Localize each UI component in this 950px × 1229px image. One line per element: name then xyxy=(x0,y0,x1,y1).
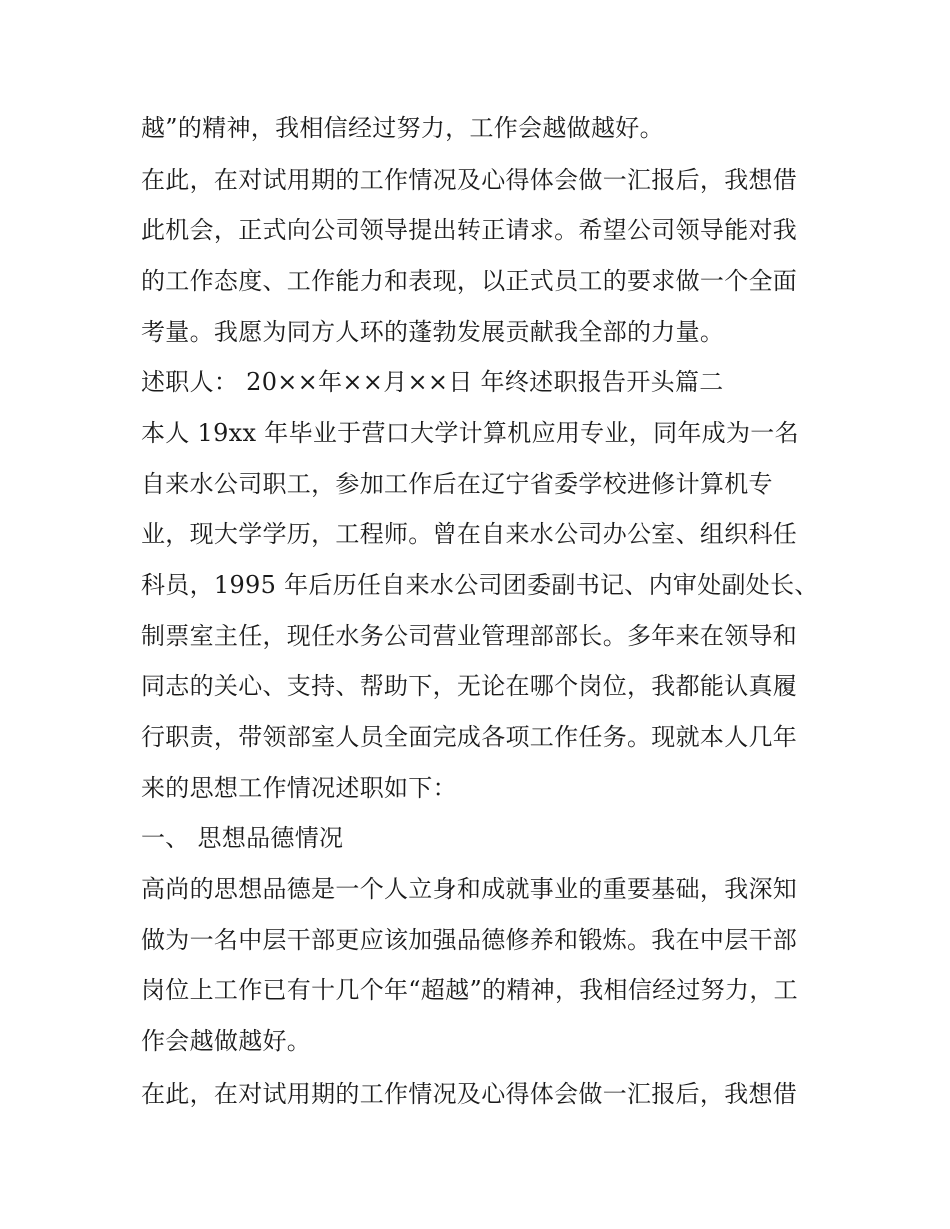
text-line: 自来水公司职工，参加工作后在辽宁省委学校进修计算机专 xyxy=(141,470,773,498)
text-line: 岗位上工作已有十几个年“超越”的精神，我相信经过努力，工 xyxy=(141,976,798,1004)
text-line: 制票室主任，现任水务公司营业管理部部长。多年来在领导和 xyxy=(141,622,798,650)
section-heading: 一、 思想品德情况 xyxy=(141,824,344,852)
text-line: 在此，在对试用期的工作情况及心得体会做一汇报后，我想借 xyxy=(141,1080,798,1108)
text-line: 科员，1995 年后历任自来水公司团委副书记、内审处副处长、 xyxy=(141,571,819,599)
text-line: 的工作态度、工作能力和表现，以正式员工的要求做一个全面 xyxy=(141,267,798,295)
text-line: 述职人： 20××年××月××日 年终述职报告开头篇二 xyxy=(141,368,724,396)
text-line: 考量。我愿为同方人环的蓬勃发展贡献我全部的力量。 xyxy=(141,318,725,346)
text-line: 此机会，正式向公司领导提出转正请求。希望公司领导能对我 xyxy=(141,216,798,244)
text-line: 作会越做越好。 xyxy=(141,1027,312,1055)
text-line: 行职责，带领部室人员全面完成各项工作任务。现就本人几年 xyxy=(141,723,798,751)
text-line: 来的思想工作情况述职如下： xyxy=(141,774,457,802)
text-line: 同志的关心、支持、帮助下，无论在哪个岗位，我都能认真履 xyxy=(141,672,798,700)
text-line: 越”的精神，我相信经过努力，工作会越做越好。 xyxy=(141,114,664,142)
text-line: 本人 19xx 年毕业于营口大学计算机应用专业，同年成为一名 xyxy=(141,419,799,447)
text-line: 高尚的思想品德是一个人立身和成就事业的重要基础，我深知 xyxy=(141,875,798,903)
text-line: 在此，在对试用期的工作情况及心得体会做一汇报后，我想借 xyxy=(141,166,798,194)
text-line: 做为一名中层干部更应该加强品德修养和锻炼。我在中层干部 xyxy=(141,926,798,954)
text-line: 业，现大学学历，工程师。曾在自来水公司办公室、组织科任 xyxy=(141,520,798,548)
